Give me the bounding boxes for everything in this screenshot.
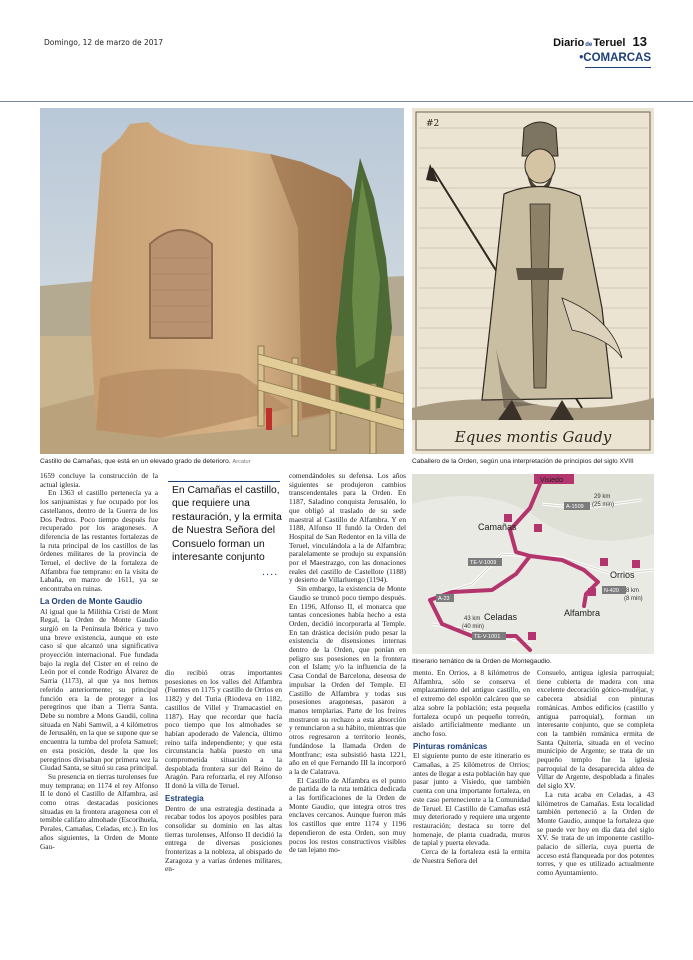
subheading: Pinturas románicas — [413, 741, 488, 751]
paragraph: El Castillo de Alfambra es el punto de partida de la ruta temática dedicada a las fortificaciones de la Orden de Monte Gaudio, que integra otros tres enclaves cercanos. Aunque fueron más los castillos que entre 1174 y 1196 dependieron de esta Orden, son muy pocos los restos constructivos visibles de tan lejano mo- — [289, 775, 406, 855]
paragraph: Consuelo, antigua iglesia parroquial; tiene cubierta de madera con una excelente decoración gótico-mudéjar, y cabecera absidial con pinturas románicas. Ambos edificios (castillo y antigua parroquial), forman un interesante conjunto, que se completa con la también románica ermita de Santa Quiteria, situada en el vecino municipio de Argente; se trata de un pequeño templo fue la iglesia parroquial de la desaparecida aldea de Villar de Argente, despoblada a finales del siglo XV. — [537, 668, 654, 791]
town-orrios: Orrios — [610, 570, 635, 580]
paragraph: mento. En Orrios, a 8 kilómetros de Alfambra, sólo se conserva el emplazamiento del antiguo castillo, en el extremo del espolón calcáreo que se alza sobre la población; esta pequeña fortaleza ocupó un pequeño torreón, aislado artificialmente mediante un ancho foso. — [413, 668, 530, 738]
pullquote-dots: .... — [262, 566, 279, 578]
page-number: 13 — [632, 34, 647, 49]
distance-km-3: 43 km — [464, 616, 481, 622]
distance-min-3: (40 min) — [462, 624, 485, 630]
logo-word-teruel: Teruel — [593, 37, 626, 49]
paragraph: En 1363 el castillo pertenecía ya a los sanjuanistas y fue ocupado por los castellanos, dentro de la Guerra de los Dos Pedros. Poco tiempo después fue recuperado por los aragoneses. A diferencia de las restantes fortalezas de la ruta principal de los castillos de las órdenes militares de la provincia de Teruel, el declive de la fortaleza de Alfambra fue temprano: en la visita de Labaña, en marzo de 1611, ya se encontraba en ruinas. — [40, 488, 158, 594]
header-divider — [0, 101, 693, 102]
paragraph: Cerca de la fortaleza está la ermita de Nuestra Señora del — [413, 847, 530, 865]
section-label: •COMARCAS — [579, 52, 651, 64]
route-map-svg — [412, 474, 654, 654]
map-caption: Itinerario temático de la Orden de Montegaudio. — [412, 658, 552, 665]
castle-caption-text: Castillo de Camañas, que está en un elevado grado de deterioro. — [40, 458, 231, 465]
road-tev1009: TE-V-1009 — [470, 560, 497, 566]
castle-illustration — [40, 108, 404, 454]
paragraph: La ruta acaba en Celadas, a 43 kilómetros de Camañas. Esta localidad también perteneció a la Orden de Monte Gaudio, aunque la fortaleza que se puede ver hoy en día data del siglo XV. Se trata de un imponente castillo-palacio de sillería, cuya puerta de acceso está flanqueada por dos potentes torres, y que es utilizado actualmente como Ayuntamiento. — [537, 789, 654, 878]
distance-min-1: (25 min) — [592, 502, 615, 508]
article-column-5 — [537, 669, 654, 878]
article-column-4 — [413, 669, 530, 865]
article-column-1 — [40, 472, 158, 851]
header-thin-rule — [585, 67, 651, 68]
issue-date: Domingo, 12 de marzo de 2017 — [44, 38, 164, 47]
distance-km-1: 29 km — [594, 494, 611, 500]
route-map — [412, 474, 654, 654]
road-n420: N-420 — [604, 588, 619, 594]
newspaper-logo — [553, 34, 647, 49]
knight-illustration — [412, 108, 654, 454]
town-celadas: Celadas — [484, 612, 518, 622]
town-camanas: Camañas — [478, 522, 517, 532]
town-visiedo: Visiedo — [540, 477, 563, 484]
knight-caption: Caballero de la Orden, según una interpretación de principios del siglo XVIII — [412, 458, 634, 465]
article-column-2 — [165, 669, 282, 874]
logo-word-de: de — [585, 42, 593, 48]
paragraph: El siguiente punto de este itinerario es Camañas, a 25 kilómetros de Orrios; antes de llegar a esta población hay que pasar junto a Visiedo, que también cuenta con una importante fortaleza, en este caso perteneciente a la Comunidad de Teruel. El Castillo de Camañas está muy deteriorado y requiere una urgente restauración; destaca su torre del homenaje, de planta cuadrada, muros de tapial y puerta elevada. — [413, 751, 530, 848]
subheading: La Orden de Monte Gaudio — [40, 596, 143, 606]
pullquote: En Camañas el castillo, que requiere una restauración, y la ermita de Nuestra Señora del Consuelo forman un interesante conjunto — [172, 485, 282, 564]
distance-min-2: (8 min) — [624, 596, 643, 602]
road-a23: A-23 — [438, 596, 450, 602]
castle-caption — [40, 458, 404, 466]
paragraph: Dentro de una estrategia destinada a recabar todos los apoyos posibles para consolidar su dominio en las altas tierras turolenses, Alfonso II decidió la entrega de diversas posiciones fronterizas a la nobleza, al obispado de Zaragoza y a varias órdenes militares, en- — [165, 803, 282, 874]
paragraph: comendándoles su defensa. Los años siguientes se produjeron cambios transcendentales para la Orden. En 1187, Saladino conquista Jerusalén, lo que obligó al traslado de su sede maestral al Castillo de Alfambra. Y en 1188, Alfonso II fundó la Orden del Hospital de San Redentor en la villa de Teruel, vinculándola a la de Alfambra; paralelamente se produjo su expansión por el Maestrazgo, con las donaciones reales del castillo de Castellote (1188) y desierto de Villarluengo (1194). — [289, 471, 406, 585]
paragraph: 1659 concluye la construcción de la actual iglesia. — [40, 471, 158, 489]
castle-photo-credit: Arcatur — [232, 459, 251, 465]
pullquote-top-rule — [168, 481, 280, 482]
subheading: Estrategia — [165, 793, 204, 803]
engraving-number: #2 — [426, 119, 440, 129]
knight-engraving — [412, 108, 654, 454]
paragraph: Al igual que la Milithia Cristi de Mont Regal, la Orden de Monte Gaudio surgió en la Península Ibérica y tuvo una breve existencia, aunque en este caso sí que alcanzó una significativa proyección internacional. Fue fundada bajo la regla del Cister en el reino de León por el conde Rodrigo Álvarez de Sarria (1173), al que ya nos hemos referido anteriormente; su principal función era la de proteger a los peregrinos que iban a Tierra Santa. Debe su nombre a Mons Gaudii, colina situada en Nabi Samwil, a 4 kilómetros de Jerusalén, en la que se supone que se encuentra la tumba del profeta Samuel; en esta posición, desde la que los peregrinos divisaban por primera vez la Ciudad Santa, se situó su casa principal. — [40, 606, 158, 773]
paragraph: Su presencia en tierras turolenses fue muy temprana; en 1174 el rey Alfonso II le donó el Castillo de Alfambra, así como otras destacadas posiciones situadas en la frontera aragonesa con el temible califato almohade (Escorihuela, Perales, Camañas, Celadas, etc.). En los años siguientes, la Orden de Monte Gau- — [40, 771, 158, 851]
road-a1509: A-1509 — [566, 504, 584, 510]
town-alfambra: Alfambra — [564, 608, 601, 618]
paragraph: dio recibió otras importantes posesiones en los valles del Alfambra (Fuentes en 1175 y castillo de Orrios en 1182) y del Turia (Riodeva en 1182, castillos de Villel y Tramacastiel en 1187). Hay que recordar que hacía poco tiempo que los almohades se habían apoderado de Valencia, último reino taifa independiente; y que esta circunstancia había puesto en una comprometida situación a la despoblada frontera sur del Reino de Aragón. Para reforzarla, el rey Alfonso II donó la villa de Teruel. — [165, 668, 282, 791]
road-tev1001: TE-V-1001 — [474, 634, 501, 640]
paragraph: Sin embargo, la existencia de Monte Gaudio se truncó poco tiempo después. En 1196, Alfonso II, el monarca que tantas concesiones había hecho a esta Orden, decidió incorporarla al Temple. En tan drástica decisión pudo pesar la existencia de disensiones internas dentro de la Orden, que ponían en peligro sus posesiones en la frontera con el Islam; y/o la influencia de la Casa Condal de Barcelona, deseosa de impulsar la Orden del Temple. El Castillo de Alfambra y todas sus posesiones aragonesas, pasaron a manos templarias. Parte de los freires mostraron su rechazo a esta absorción y renunciaron a su hábito, mientras que otros regresaron a territorio leonés, fundándose la llamada Orden de Montfranc; esta subsistió hasta 1221, año en el que Fernando III la incorporó a la de Calatrava. — [289, 584, 406, 776]
article-column-3 — [289, 472, 406, 855]
logo-word-diario: Diario — [553, 37, 585, 49]
engraving-inscription: Eques montis Gaudy — [454, 428, 612, 446]
castle-photo — [40, 108, 404, 454]
distance-km-2: 8 km — [626, 588, 640, 594]
